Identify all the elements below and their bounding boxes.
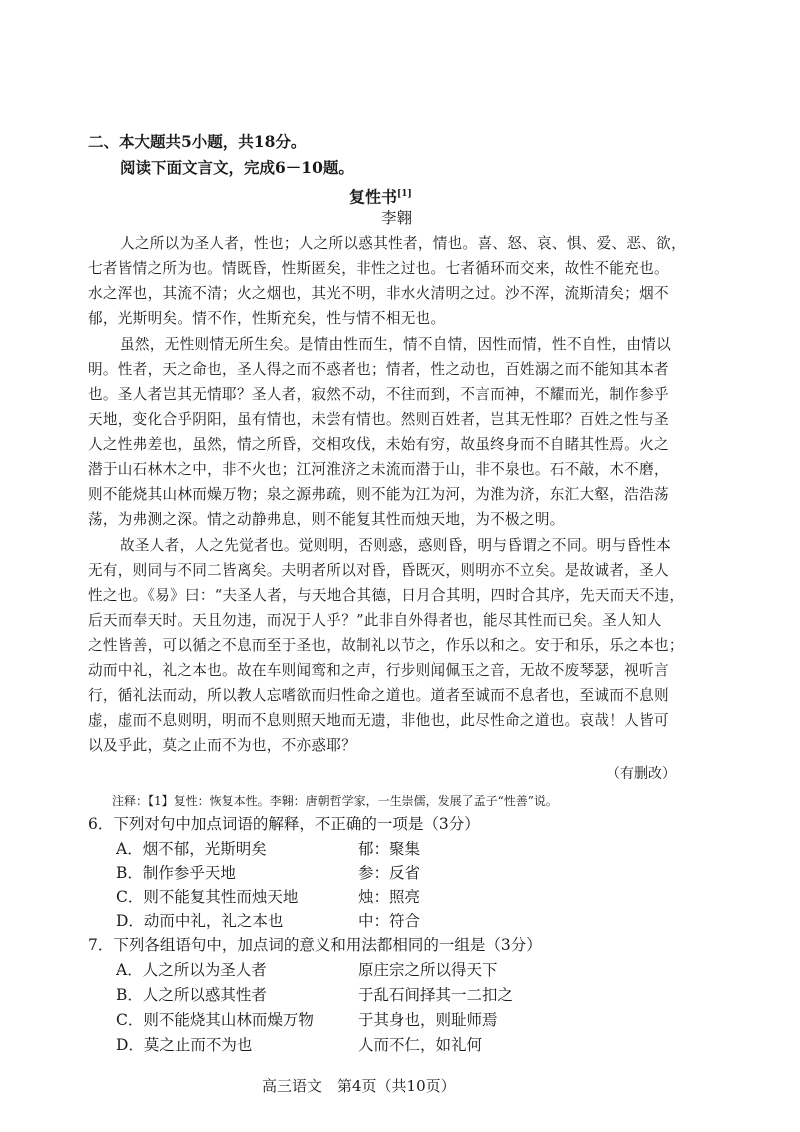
text-line-13: 故圣人者，人之先觉者也。觉则明，否则惑，惑则昏，明与昏谓之不同。明与昏性本 [120, 537, 672, 554]
q7-option-a-pair: 原庄宗之所以得天下 [358, 961, 498, 979]
text-line-19: 行，循礼法而动，所以教人忘嗜欲而归性命之道也。道者至诚而不息者也，至诚而不息则 [88, 687, 669, 704]
text-line-14: 无有，则同与不同二皆离矣。夫明者所以对昏，昏既灭，则明亦不立矣。是故诚者，圣人 [88, 562, 669, 579]
reading-instruction: 阅读下面文言文，完成6－10题。 [120, 158, 354, 177]
text-line-3: 水之浑也，其流不清；火之烟也，其光不明，非水火清明之过。沙不浑，流斯清矣；烟不 [88, 285, 669, 302]
source-note: （有删改） [606, 766, 676, 782]
text-line-20: 虚，虚而不息则明，明而不息则照天地而无遗，非他也，此尽性命之道也。哀哉！人皆可 [88, 712, 669, 729]
q7-option-d-pair: 人而不仁，如礼何 [358, 1036, 483, 1054]
article-author: 李翱 [381, 209, 413, 227]
text-line-21: 以及乎此，莫之止而不为也，不亦惑耶？ [88, 737, 357, 754]
q6-option-d: D．动而中礼，礼之本也 [116, 912, 284, 930]
q6-option-c: C．则不能复其性而烛天地 [116, 888, 299, 906]
text-line-5: 虽然，无性则情无所生矣。是情由性而生，情不自情，因性而情，性不自性，由情以 [120, 336, 672, 353]
text-line-1: 人之所以为圣人者，性也；人之所以惑其性者，情也。喜、怒、哀、惧、爱、恶、欲， [120, 235, 686, 252]
page-footer: 高三语文 第4页（共10页） [262, 1077, 456, 1095]
q6-stem: 6．下列对句中加点词语的解释，不正确的一项是（3分） [88, 815, 480, 833]
text-line-9: 人之性弗差也，虽然，情之所昏，交相攻伐，未始有穷，故虽终身而不自睹其性焉。火之 [88, 436, 669, 453]
q6-option-d-gloss: 中：符合 [358, 912, 421, 930]
text-line-11: 则不能烧其山林而燥万物；泉之源弗疏，则不能为江为河，为淮为济，东汇大壑，浩浩荡 [88, 486, 669, 503]
q7-option-a: A．人之所以为圣人者 [116, 961, 267, 979]
text-line-16: 后天而奉天时。天且勿违，而况于人乎？”此非自外得者也，能尽其性而已矣。圣人知人 [88, 612, 662, 629]
section-heading: 二、本大题共5小题，共18分。 [88, 132, 307, 151]
text-line-2: 七者皆情之所为也。情既昏，性斯匿矣，非性之过也。七者循环而交来，故性不能充也。 [88, 260, 669, 277]
text-line-18: 动而中礼，礼之本也。故在车则闻鸾和之声，行步则闻佩玉之音，无故不废琴瑟，视听言 [88, 662, 669, 679]
q6-option-b: B．制作参乎天地 [116, 864, 236, 882]
text-line-4: 郁，光斯明矣。情不作，性斯充矣，性与情不相无也。 [88, 310, 446, 327]
text-line-6: 明。性者，天之命也，圣人得之而不惑者也；情者，性之动也，百姓溺之而不能知其本者 [88, 361, 669, 378]
text-line-10: 潜于山石林木之中，非不火也；江河淮济之未流而潜于山，非不泉也。石不敲，木不磨， [88, 461, 669, 478]
q7-option-d: D．莫之止而不为也 [116, 1036, 253, 1054]
text-line-8: 天地，变化合乎阴阳，虽有情也，未尝有情也。然则百姓者，岂其无性耶？百姓之性与圣 [88, 411, 669, 428]
q6-option-a-gloss: 郁：聚集 [358, 840, 421, 858]
q7-option-b: B．人之所以惑其性者 [116, 986, 267, 1004]
footnote: 注释：【1】复性：恢复本性。李翱：唐朝哲学家，一生崇儒，发展了孟子“性善”说。 [112, 794, 558, 808]
q7-stem: 7．下列各组语句中，加点词的意义和用法都相同的一组是（3分） [88, 936, 542, 954]
q6-option-a: A．烟不郁，光斯明矣 [116, 840, 267, 858]
text-line-17: 之性皆善，可以循之不息而至于圣也，故制礼以节之，作乐以和之。安于和乐，乐之本也； [88, 637, 684, 654]
article-title-text: 复性书 [349, 187, 398, 207]
text-line-7: 也。圣人者岂其无情耶？圣人者，寂然不动，不往而到，不言而神，不耀而光，制作参乎 [88, 386, 669, 403]
text-line-12: 荡，为弗测之深。情之动静弗息，则不能复其性而烛天地，为不极之明。 [88, 511, 565, 528]
q7-option-c: C．则不能烧其山林而燥万物 [116, 1011, 314, 1029]
q7-option-c-pair: 于其身也，则耻师焉 [358, 1011, 498, 1029]
q7-option-b-pair: 于乱石间择其一二扣之 [358, 986, 514, 1004]
q6-option-c-gloss: 烛：照亮 [358, 888, 421, 906]
title-footnote-mark: [1] [397, 189, 412, 199]
text-line-15: 性之也。《易》曰：“夫圣人者，与天地合其德，日月合其明，四时合其序，先天而天不违， [88, 587, 685, 604]
article-title [349, 183, 412, 208]
q6-option-b-gloss: 参：反省 [358, 864, 421, 882]
